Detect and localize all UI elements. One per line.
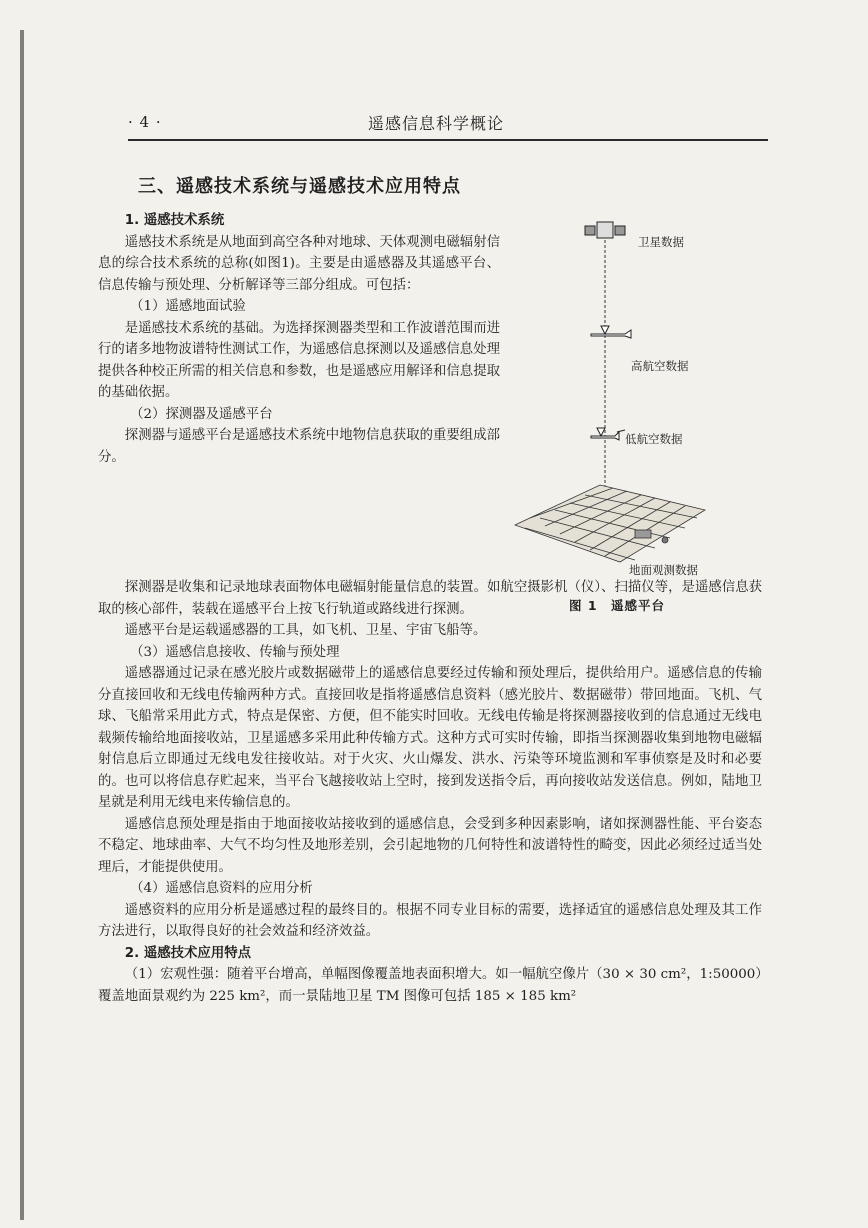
label-high-air-data: 高航空数据 <box>631 359 689 373</box>
section-title: 三、遥感技术系统与遥感技术应用特点 <box>138 176 461 197</box>
figure-caption: 图 1 遥感平台 <box>569 598 666 613</box>
label-ground-data: 地面观测数据 <box>629 563 698 577</box>
figure-remote-sensing-platform <box>505 210 755 620</box>
paragraph-item-2a: 探测器与遥感平台是遥感技术系统中地物信息获取的重要组成部分。 <box>98 428 500 465</box>
item-2-heading: （2）探测器及遥感平台 <box>130 406 273 422</box>
label-low-air-data: 低航空数据 <box>625 432 683 446</box>
header-rule <box>128 139 768 141</box>
paragraph-feature-1: （1）宏观性强：随着平台增高，单幅图像覆盖地表面积增大。如一幅航空像片（30 × 30 cm²，1:50000）覆盖地面景观约为 225 km²，而一景陆地卫星 TM 图像可包括 185 × 185 km² <box>98 967 762 1004</box>
binding-edge <box>20 30 24 1220</box>
platform-illustration <box>505 210 755 590</box>
paragraph-item-3a: 遥感器通过记录在感光胶片或数据磁带上的遥感信息要经过传输和预处理后，提供给用户。遥感信息的传输分直接回收和无线电传输两种方式。直接回收是指将遥感信息资料（感光胶片、数据磁带）带回地面。飞机、气球、飞船常采用此方式，特点是保密、方便，但不能实时回收。无线电传输是将探测器接收到的信息通过无线电载频传输给地面接收站，卫星遥感多采用此种传输方式。这种方式可实时传输，即指当探测器收集到地物电磁辐射信息后立即通过无线电发往接收站。对于火灾、火山爆发、洪水、污染等环境监测和军事侦察是及时和必要的。也可以将信息存贮起来，当平台飞越接收站上空时，接到发送指令后，再向接收站发送信息。例如，陆地卫星就是利用无线电来传输信息的。 <box>98 666 762 810</box>
item-4-heading: （4）遥感信息资料的应用分析 <box>130 881 313 896</box>
paragraph-item-3b: 遥感信息预处理是指由于地面接收站接收到的遥感信息，会受到多种因素影响，诸如探测器性能、平台姿态不稳定、地球曲率、大气不均匀性及地形差别，会引起地物的几何特性和波谱特性的畸变，因此必须经过适当处理后，才能提供使用。 <box>98 816 762 875</box>
ground-terrain-icon <box>515 485 705 562</box>
high-aircraft-icon <box>591 326 631 338</box>
subsection-1-heading: 1. 遥感技术系统 <box>124 213 225 228</box>
label-satellite-data: 卫星数据 <box>638 235 684 249</box>
low-aircraft-icon <box>591 428 625 440</box>
satellite-icon <box>585 222 625 238</box>
paragraph-item-2c: 遥感平台是运载遥感器的工具，如飞机、卫星、宇宙飞船等。 <box>124 623 487 638</box>
paragraph-intro: 遥感技术系统是从地面到高空各种对地球、天体观测电磁辐射信息的综合技术系统的总称(如图1)。主要是由遥感器及其遥感平台、信息传输与预处理、分析解译等三部分组成。可包括： <box>98 234 500 293</box>
column-text <box>98 210 500 468</box>
paragraph-item-4: 遥感资料的应用分析是遥感过程的最终目的。根据不同专业目标的需要，选择适宜的遥感信息处理及其工作方法进行，以取得良好的社会效益和经济效益。 <box>98 902 762 939</box>
paragraph-item-2b: 探测器是收集和记录地球表面物体电磁辐射能量信息的装置。如航空摄影机（仪）、扫描仪等，是遥感信息获取的核心部件，装载在遥感平台上按飞行轨道或路线进行探测。 <box>98 580 762 617</box>
item-1-heading: （1）遥感地面试验 <box>130 299 246 314</box>
paragraph-item-1: 是遥感技术系统的基础。为选择探测器类型和工作波谱范围而进行的诸多地物波谱特性测试工作，为遥感信息探测以及遥感信息处理提供各种校正所需的相关信息和参数，也是遥感应用解译和信息提取的基础依据。 <box>98 320 500 400</box>
book-title: 遥感信息科学概论 <box>368 114 505 133</box>
item-3-heading: （3）遥感信息接收、传输与预处理 <box>130 644 340 660</box>
running-header <box>128 111 768 137</box>
body-text <box>98 577 762 1007</box>
page-number: · 4 · <box>128 113 162 131</box>
subsection-2-heading: 2. 遥感技术应用特点 <box>124 945 251 961</box>
